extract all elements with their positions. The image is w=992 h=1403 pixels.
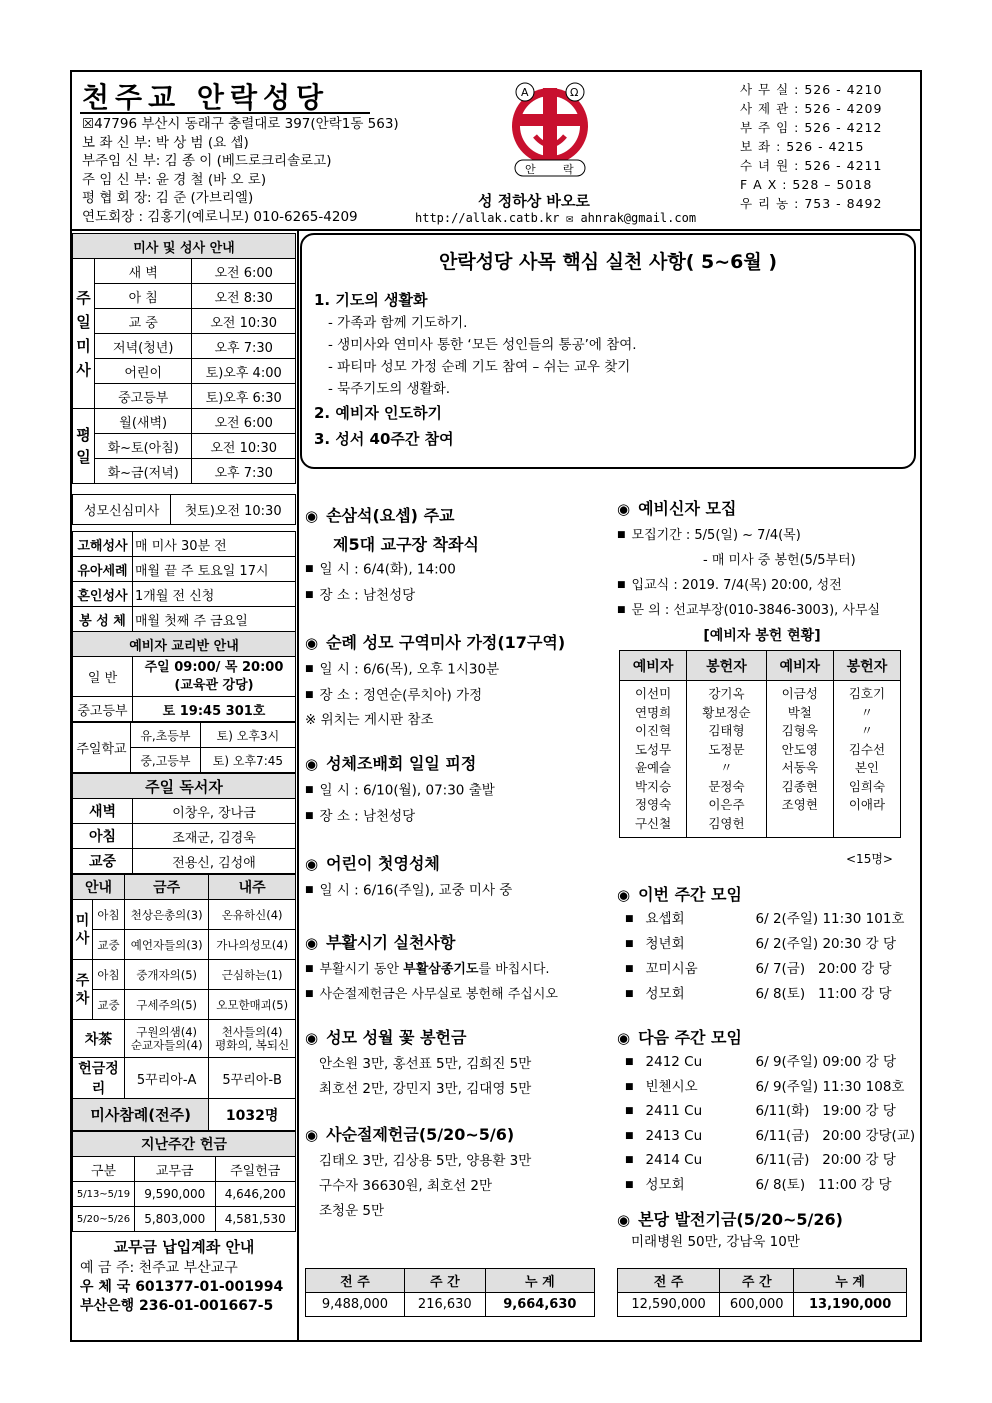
target-icon: ◉ bbox=[617, 1211, 631, 1229]
flowers-lines: 안소원 3만, 홍선표 5만, 김희진 5만 최호선 2만, 강민지 3만, 김대영 5만 bbox=[319, 1055, 532, 1097]
sacrament-name: 유아세례 bbox=[73, 557, 133, 582]
target-icon: ◉ bbox=[617, 1029, 631, 1047]
square-icon: ■ bbox=[625, 914, 634, 924]
sacrament-name: 혼인성사 bbox=[73, 582, 133, 607]
sponsor-head: 예비자 bbox=[766, 651, 833, 681]
reader-mass: 아침 bbox=[73, 824, 133, 849]
sponsor-head: 예비자 bbox=[620, 651, 687, 681]
mass-title: 미사 및 성사 안내 bbox=[73, 234, 296, 259]
totals-week: 600,000 bbox=[720, 1293, 794, 1317]
sponsor-name: 안도영 bbox=[781, 741, 818, 757]
duty-next: 근심하는(1) bbox=[209, 960, 296, 990]
sponsor-name: 본인 bbox=[854, 760, 879, 775]
meeting-name: 2411 Cu bbox=[645, 1103, 703, 1119]
duty-group: 주 차 bbox=[73, 960, 93, 1020]
sponsor-name: 김호기 bbox=[848, 686, 886, 701]
sacrament-name: 봉 성 체 bbox=[73, 607, 133, 632]
contact-line: 사 무 실 : 526 - 4210 bbox=[740, 82, 883, 97]
sponsor-name: 김형욱 bbox=[781, 723, 818, 738]
totals-head: 주 간 bbox=[404, 1269, 485, 1293]
contact-line: 수 녀 원 : 526 - 4211 bbox=[740, 158, 883, 173]
duty-slot: 교중 bbox=[93, 930, 125, 960]
target-icon: ◉ bbox=[305, 933, 319, 952]
meeting-name: 꼬미시움 bbox=[645, 961, 698, 977]
duty-this: 중개자의(5) bbox=[125, 960, 209, 990]
reader-names: 전용신, 김성애 bbox=[133, 849, 296, 874]
catechumen-class: 중고등부 bbox=[73, 697, 133, 722]
address: ☒47796 부산시 동래구 충렬대로 397(안락1동 563) bbox=[82, 116, 399, 132]
mid-totals-table bbox=[305, 1268, 595, 1317]
meeting-name: 요셉회 bbox=[645, 911, 685, 927]
account-title: 교무금 납입계좌 안내 bbox=[113, 1238, 255, 1256]
meeting-name: 성모회 bbox=[645, 1176, 685, 1193]
tea-next: 천사들의(4) 평화의, 복되신 bbox=[209, 1020, 296, 1058]
easter-lines: ■ 부활시기 동안 부활삼종기도를 바칩시다. ■ 사순절제헌금은 사무실로 봉헌해 주십시오 bbox=[305, 961, 558, 1002]
recruit-lines: ■ 모집기간 : 5/5(일) ~ 7/4(목) - 매 미사 중 봉헌(5/5부터) ■ 입교식 : 2019. 7/4(목) 20:00, 성전 ■ 문 의 : 선교부장(010-3846-3003), 사무실 bbox=[617, 528, 881, 618]
sponsor-name: 임희숙 bbox=[848, 778, 886, 794]
sponsor-name: 도정문 bbox=[708, 741, 745, 757]
adoration-lines: ■ 일 시 : 6/10(월), 07:30 출발 ■ 장 소 : 남천성당 bbox=[305, 782, 495, 824]
meeting-name: 2414 Cu bbox=[645, 1152, 703, 1168]
email-link[interactable]: ✉ ahnrak@gmail.com bbox=[566, 211, 697, 225]
meeting-name: 2413 Cu bbox=[645, 1127, 703, 1144]
account-line: 우 체 국 601377-01-001994 bbox=[80, 1279, 284, 1295]
title-underline bbox=[80, 112, 370, 114]
sponsor-name: 김수선 bbox=[848, 741, 886, 757]
header-info bbox=[82, 115, 399, 226]
duty-group: 미 사 bbox=[73, 900, 93, 960]
sponsor-name bbox=[834, 815, 900, 834]
square-icon: ■ bbox=[625, 989, 634, 999]
account-line: 부산은행 236-01-001667-5 bbox=[80, 1298, 274, 1314]
patron-saint: 성 정하상 바오로 bbox=[478, 192, 590, 210]
section-flowers: ◉ 성모 성월 꽃 봉헌금 bbox=[305, 1027, 467, 1047]
totals-prev: 12,590,000 bbox=[618, 1293, 720, 1317]
square-icon: ■ bbox=[617, 580, 626, 590]
sponsor-name: 구신철 bbox=[634, 815, 672, 831]
duty-slot: 교중 bbox=[93, 990, 125, 1020]
banner-body bbox=[302, 288, 914, 452]
logo-text-an: 안 bbox=[525, 163, 536, 176]
mass-time: 토)오후 6:30 bbox=[192, 384, 296, 409]
sponsor-name: 〃 bbox=[860, 723, 874, 738]
section-recruit: ◉ 예비신자 모집 bbox=[617, 499, 737, 518]
section-pilgrim: ◉ 순례 성모 구역미사 가정(17구역) bbox=[305, 633, 566, 652]
meeting-time: 6/ 2(주일) 11:30 101호 bbox=[755, 911, 905, 927]
last-offering-head: 구분 bbox=[73, 1157, 135, 1182]
target-icon: ◉ bbox=[617, 500, 631, 518]
last-offering-title: 지난주간 헌금 bbox=[73, 1132, 296, 1157]
last-offering-head: 주일헌금 bbox=[215, 1157, 296, 1182]
sacrament-info: 매월 끝 주 토요일 17시 bbox=[133, 557, 296, 582]
school-time: 토) 오후3시 bbox=[200, 723, 295, 748]
sacrament-info: 매 미사 30분 전 bbox=[133, 532, 296, 557]
duty-slot: 아침 bbox=[93, 900, 125, 930]
reader-mass: 새벽 bbox=[73, 799, 133, 824]
sacrament-info: 1개월 전 신청 bbox=[133, 582, 296, 607]
sponsor-name: 연명희 bbox=[634, 704, 672, 720]
sponsor-name: 강기옥 bbox=[708, 686, 745, 701]
square-icon: ■ bbox=[625, 939, 634, 949]
mass-name: 화~토(아침) bbox=[95, 434, 192, 459]
target-icon: ◉ bbox=[305, 634, 319, 652]
mass-time: 오후 7:30 bbox=[192, 459, 296, 484]
section-lenten: ◉ 사순절제헌금(5/20~5/6) bbox=[305, 1124, 515, 1144]
offering-clean-this: 5꾸리아-A bbox=[125, 1058, 209, 1099]
totals-head: 누 계 bbox=[485, 1269, 594, 1293]
square-icon: ■ bbox=[305, 664, 314, 674]
left-column bbox=[72, 233, 296, 1316]
sunday-label: 주 일 미 사 bbox=[73, 259, 95, 409]
mass-name: 새 벽 bbox=[95, 259, 192, 284]
readers-title: 주일 독서자 bbox=[73, 774, 296, 799]
square-icon: ■ bbox=[625, 1155, 634, 1165]
meeting-time: 6/ 9(주일) 09:00 강 당 bbox=[755, 1054, 897, 1070]
offering-period: 5/20~5/26 bbox=[73, 1207, 135, 1232]
sponsor-name: 이애라 bbox=[848, 797, 886, 812]
mass-name: 교 중 bbox=[95, 309, 192, 334]
meeting-row bbox=[617, 1075, 917, 1100]
sponsor-name bbox=[767, 815, 833, 834]
middle-column bbox=[305, 503, 605, 1224]
sponsor-count: <15명> bbox=[846, 852, 893, 866]
catechumen-time: 토 19:45 301호 bbox=[133, 697, 296, 722]
section-nextweek: ◉ 다음 주간 모임 bbox=[617, 1028, 742, 1047]
meeting-time: 6/ 7(금) 20:00 강 당 bbox=[755, 961, 892, 977]
duty-next: 오모한매괴(5) bbox=[209, 990, 296, 1020]
square-icon: ■ bbox=[625, 964, 634, 974]
offering-clean-label: 헌금정리 bbox=[73, 1058, 125, 1099]
sponsor-name: 박철 bbox=[787, 704, 812, 720]
meeting-row bbox=[617, 1099, 917, 1124]
meeting-row bbox=[617, 1148, 917, 1173]
nextweek-list bbox=[617, 1050, 917, 1197]
contact-line: F A X : 528 – 5018 bbox=[740, 177, 873, 192]
mass-name: 어린이 bbox=[95, 359, 192, 384]
square-icon: ■ bbox=[305, 810, 314, 821]
meeting-time: 6/ 8(토) 11:00 강 당 bbox=[755, 1176, 892, 1193]
sponsor-name: 이선미 bbox=[634, 686, 672, 701]
square-icon: ■ bbox=[305, 885, 314, 895]
logo-icon bbox=[495, 76, 605, 186]
meeting-row bbox=[617, 1124, 917, 1149]
right-column bbox=[617, 496, 907, 645]
meeting-time: 6/11(금) 20:00 강당(교) bbox=[755, 1127, 916, 1144]
sponsor-col bbox=[833, 681, 900, 838]
duty-slot: 아침 bbox=[93, 960, 125, 990]
duty-this: 예언자들의(3) bbox=[125, 930, 209, 960]
sponsor-name: 이진혁 bbox=[634, 723, 672, 738]
account-list bbox=[72, 1259, 296, 1316]
meeting-row bbox=[617, 957, 917, 982]
square-icon: ■ bbox=[305, 988, 314, 999]
sponsor-name: 〃 bbox=[860, 704, 874, 720]
school-group: 유,초등부 bbox=[131, 723, 201, 748]
sponsor-title: [예비자 봉헌 현황] bbox=[703, 628, 821, 644]
church-title: 천주교 안락성당 bbox=[82, 81, 330, 114]
staff-line: 평 협 회 장: 김 준 (가브리엘) bbox=[82, 190, 254, 206]
offering-period: 5/13~5/19 bbox=[73, 1182, 135, 1207]
lenten-lines: 김태오 3만, 김상용 5만, 양용환 3만 구수자 36630원, 최호선 2만 조청운 5만 bbox=[319, 1152, 532, 1219]
offering-tithe: 9,590,000 bbox=[135, 1182, 216, 1207]
section-communion: ◉ 어린이 첫영성체 bbox=[305, 854, 440, 873]
reader-names: 조재군, 김경욱 bbox=[133, 824, 296, 849]
totals-head: 주 간 bbox=[720, 1269, 794, 1293]
target-icon: ◉ bbox=[305, 507, 319, 525]
totals-sum: 13,190,000 bbox=[794, 1293, 907, 1317]
sponsor-name: 도성무 bbox=[634, 741, 672, 757]
square-icon: ■ bbox=[625, 1106, 634, 1116]
pilgrim-lines: ■ 일 시 : 6/6(목), 오후 1시30분 ■ 장 소 : 정연순(루치아) 가정 ※ 위치는 게시판 참조 bbox=[305, 661, 500, 728]
target-icon: ◉ bbox=[305, 1028, 319, 1047]
duty-header: 금주 bbox=[125, 875, 209, 900]
staff-line: 보 좌 신 부: 박 상 범 (요 셉) bbox=[82, 134, 249, 151]
totals-sum: 9,664,630 bbox=[485, 1293, 594, 1317]
sponsor-name: 박지승 bbox=[634, 778, 672, 794]
contact-line: 우 리 농 : 753 - 8492 bbox=[740, 196, 883, 211]
banner-item: 3. 성서 40주간 참여 bbox=[314, 430, 454, 448]
reader-names: 이창우, 장나금 bbox=[133, 799, 296, 824]
meeting-time: 6/ 2(주일) 20:30 강 당 bbox=[755, 936, 897, 952]
mass-time: 오전 8:30 bbox=[192, 284, 296, 309]
meeting-row bbox=[617, 1050, 917, 1075]
meeting-name: 청년회 bbox=[645, 936, 685, 952]
school-time: 토) 오후7:45 bbox=[200, 748, 295, 773]
target-icon: ◉ bbox=[305, 855, 319, 873]
mass-time: 토)오후 4:00 bbox=[192, 359, 296, 384]
sponsor-table bbox=[619, 650, 901, 838]
square-icon: ■ bbox=[617, 530, 626, 540]
meeting-row bbox=[617, 907, 917, 932]
header-divider bbox=[70, 229, 922, 231]
mass-time: 오전 6:00 bbox=[192, 259, 296, 284]
contacts bbox=[740, 80, 882, 213]
totals-head: 전 주 bbox=[618, 1269, 720, 1293]
banner-subs: - 가족과 함께 기도하기. - 생미사와 연미사 통한 ‘모든 성인들의 통공’에 참여. - 파티마 성모 가정 순례 기도 참여 – 쉬는 교우 찾기 - 묵주기도의 생활화. bbox=[328, 315, 637, 397]
contact-line: 보 좌 : 526 - 4215 bbox=[740, 139, 865, 154]
sponsor-name: 황보정순 bbox=[702, 704, 751, 720]
mass-name: 저녁(청년) bbox=[95, 334, 192, 359]
section-bishop-sub: 제5대 교구장 착좌식 bbox=[333, 535, 479, 554]
sponsor-name: 문정숙 bbox=[708, 778, 745, 794]
staff-line: 부주임 신 부: 김 종 이 (베드로크리솔로고) bbox=[82, 153, 332, 169]
logo-letter-omega: Ω bbox=[570, 86, 579, 99]
sponsor-name: 〃 bbox=[720, 760, 733, 775]
square-icon: ■ bbox=[625, 1130, 634, 1141]
tea-label: 차茶 bbox=[73, 1020, 125, 1058]
reader-mass: 교중 bbox=[73, 849, 133, 874]
target-icon: ◉ bbox=[305, 755, 319, 773]
meeting-time: 6/ 9(주일) 11:30 108호 bbox=[755, 1078, 905, 1095]
sponsor-name: 김종현 bbox=[781, 778, 818, 794]
mass-name: 월(새벽) bbox=[95, 409, 192, 434]
heart-mass-label: 성모신심미사 bbox=[73, 495, 171, 525]
sponsor-name: 정영숙 bbox=[634, 797, 672, 812]
totals-head: 누 계 bbox=[794, 1269, 907, 1293]
tea-this: 구원의샘(4) 순교자들의(4) bbox=[125, 1020, 209, 1058]
offering-sunday: 4,581,530 bbox=[215, 1207, 296, 1232]
thisweek-list bbox=[617, 907, 917, 1007]
banner-item: 2. 예비자 인도하기 bbox=[314, 404, 443, 422]
sponsor-name: 이은주 bbox=[708, 797, 745, 812]
sponsor-col bbox=[620, 681, 687, 838]
section-bishop: ◉ 손삼석(요셉) 주교 bbox=[305, 506, 455, 525]
duty-header: 내주 bbox=[209, 875, 296, 900]
pastoral-banner bbox=[300, 233, 916, 469]
totals-prev: 9,488,000 bbox=[306, 1293, 405, 1317]
square-icon: ■ bbox=[625, 1057, 634, 1067]
duty-this: 천상은총의(3) bbox=[125, 900, 209, 930]
banner-title: 안락성당 사목 핵심 실천 사항( 5~6월 ) bbox=[438, 251, 778, 273]
sponsor-head: 봉헌자 bbox=[687, 651, 767, 681]
square-icon: ■ bbox=[305, 689, 314, 700]
sacrament-name: 고해성사 bbox=[73, 532, 133, 557]
sponsor-name: 윤예슬 bbox=[634, 760, 672, 775]
offering-tithe: 5,803,000 bbox=[135, 1207, 216, 1232]
attendance-label: 미사참례(전주) bbox=[73, 1099, 209, 1131]
sunday-school-label: 주일학교 bbox=[73, 723, 131, 773]
sponsor-name: 김영헌 bbox=[708, 815, 745, 831]
meeting-row bbox=[617, 982, 917, 1007]
church-logo bbox=[495, 76, 605, 186]
website-link[interactable]: http://allak.catb.kr bbox=[415, 211, 560, 225]
square-icon: ■ bbox=[305, 564, 314, 574]
offering-sunday: 4,646,200 bbox=[215, 1182, 296, 1207]
right-totals-table bbox=[617, 1268, 907, 1317]
banner-item: 1. 기도의 생활화 bbox=[314, 291, 428, 309]
meeting-row bbox=[617, 932, 917, 957]
mass-time: 오전 10:30 bbox=[192, 434, 296, 459]
logo-letter-a: A bbox=[521, 86, 529, 99]
section-thisweek: ◉ 이번 주간 모임 bbox=[617, 885, 742, 904]
mass-time: 오전 6:00 bbox=[192, 409, 296, 434]
sponsor-name: 조영현 bbox=[781, 797, 818, 812]
square-icon: ■ bbox=[305, 589, 314, 600]
catechumen-title: 예비자 교리반 안내 bbox=[73, 632, 296, 657]
totals-week: 216,630 bbox=[404, 1293, 485, 1317]
meeting-time: 6/11(화) 19:00 강 당 bbox=[755, 1103, 896, 1119]
bishop-lines: ■ 일 시 : 6/4(화), 14:00 ■ 장 소 : 남천성당 bbox=[305, 561, 456, 603]
meeting-name: 빈첸시오 bbox=[645, 1078, 698, 1095]
target-icon: ◉ bbox=[305, 1125, 319, 1144]
section-fund: ◉ 본당 발전기금(5/20~5/26) bbox=[617, 1210, 843, 1229]
sponsor-name: 김태형 bbox=[708, 723, 745, 738]
offering-clean-next: 5꾸리아-B bbox=[209, 1058, 296, 1099]
section-easter: ◉ 부활시기 실천사항 bbox=[305, 932, 456, 952]
totals-head: 전 주 bbox=[306, 1269, 405, 1293]
square-icon: ■ bbox=[305, 963, 314, 974]
mass-time: 오전 10:30 bbox=[192, 309, 296, 334]
duty-this: 구세주의(5) bbox=[125, 990, 209, 1020]
meeting-time: 6/ 8(토) 11:00 강 당 bbox=[755, 986, 892, 1002]
mass-name: 중고등부 bbox=[95, 384, 192, 409]
column-divider bbox=[297, 231, 299, 1342]
mass-name: 아 침 bbox=[95, 284, 192, 309]
meeting-time: 6/11(금) 20:00 강 당 bbox=[755, 1152, 896, 1168]
sponsor-col bbox=[766, 681, 833, 838]
staff-line: 주 임 신 부: 윤 경 철 (바 오 로) bbox=[82, 171, 267, 188]
fund-line: 미래병원 50만, 강남욱 10만 bbox=[631, 1234, 800, 1250]
mass-name: 화~금(저녁) bbox=[95, 459, 192, 484]
contact-line: 사 제 관 : 526 - 4209 bbox=[740, 101, 883, 116]
attendance-count: 1032명 bbox=[209, 1099, 296, 1131]
duty-next: 가나의성모(4) bbox=[209, 930, 296, 960]
sacrament-info: 매월 첫째 주 금요일 bbox=[133, 607, 296, 632]
mass-time: 오후 7:30 bbox=[192, 334, 296, 359]
contact-line: 부 주 임 : 526 - 4212 bbox=[740, 120, 883, 135]
duty-header: 안내 bbox=[73, 875, 125, 900]
sponsor-col bbox=[687, 681, 767, 838]
logo-text-rak: 락 bbox=[563, 163, 574, 176]
sponsor-head: 봉헌자 bbox=[833, 651, 900, 681]
last-offering-head: 교무금 bbox=[135, 1157, 216, 1182]
square-icon: ■ bbox=[625, 1081, 634, 1092]
meetings bbox=[617, 882, 917, 1255]
account-line: 예 금 주: 천주교 부산교구 bbox=[80, 1260, 238, 1276]
catechumen-class: 일 반 bbox=[73, 657, 133, 697]
meeting-row bbox=[617, 1173, 917, 1198]
sponsor-name: 이금성 bbox=[781, 686, 818, 701]
sponsor-name: 서동욱 bbox=[781, 760, 818, 775]
target-icon: ◉ bbox=[617, 886, 631, 904]
duty-next: 온유하신(4) bbox=[209, 900, 296, 930]
weekday-label: 평 일 bbox=[73, 409, 95, 484]
staff-line: 연도회장 : 김홍기(예로니모) 010-6265-4209 bbox=[82, 208, 358, 225]
catechumen-time: 주일 09:00/ 목 20:00 (교육관 강당) bbox=[133, 657, 296, 697]
square-icon: ■ bbox=[305, 785, 314, 795]
square-icon: ■ bbox=[617, 605, 626, 615]
heart-mass-time: 첫토)오전 10:30 bbox=[171, 495, 296, 525]
section-adoration: ◉ 성체조배회 일일 피정 bbox=[305, 754, 477, 773]
meeting-name: 2412 Cu bbox=[645, 1054, 703, 1070]
meeting-name: 성모회 bbox=[645, 986, 685, 1002]
square-icon: ■ bbox=[625, 1179, 634, 1190]
communion-lines: ■ 일 시 : 6/16(주일), 교중 미사 중 bbox=[305, 882, 513, 899]
school-group: 중,고등부 bbox=[131, 748, 201, 773]
